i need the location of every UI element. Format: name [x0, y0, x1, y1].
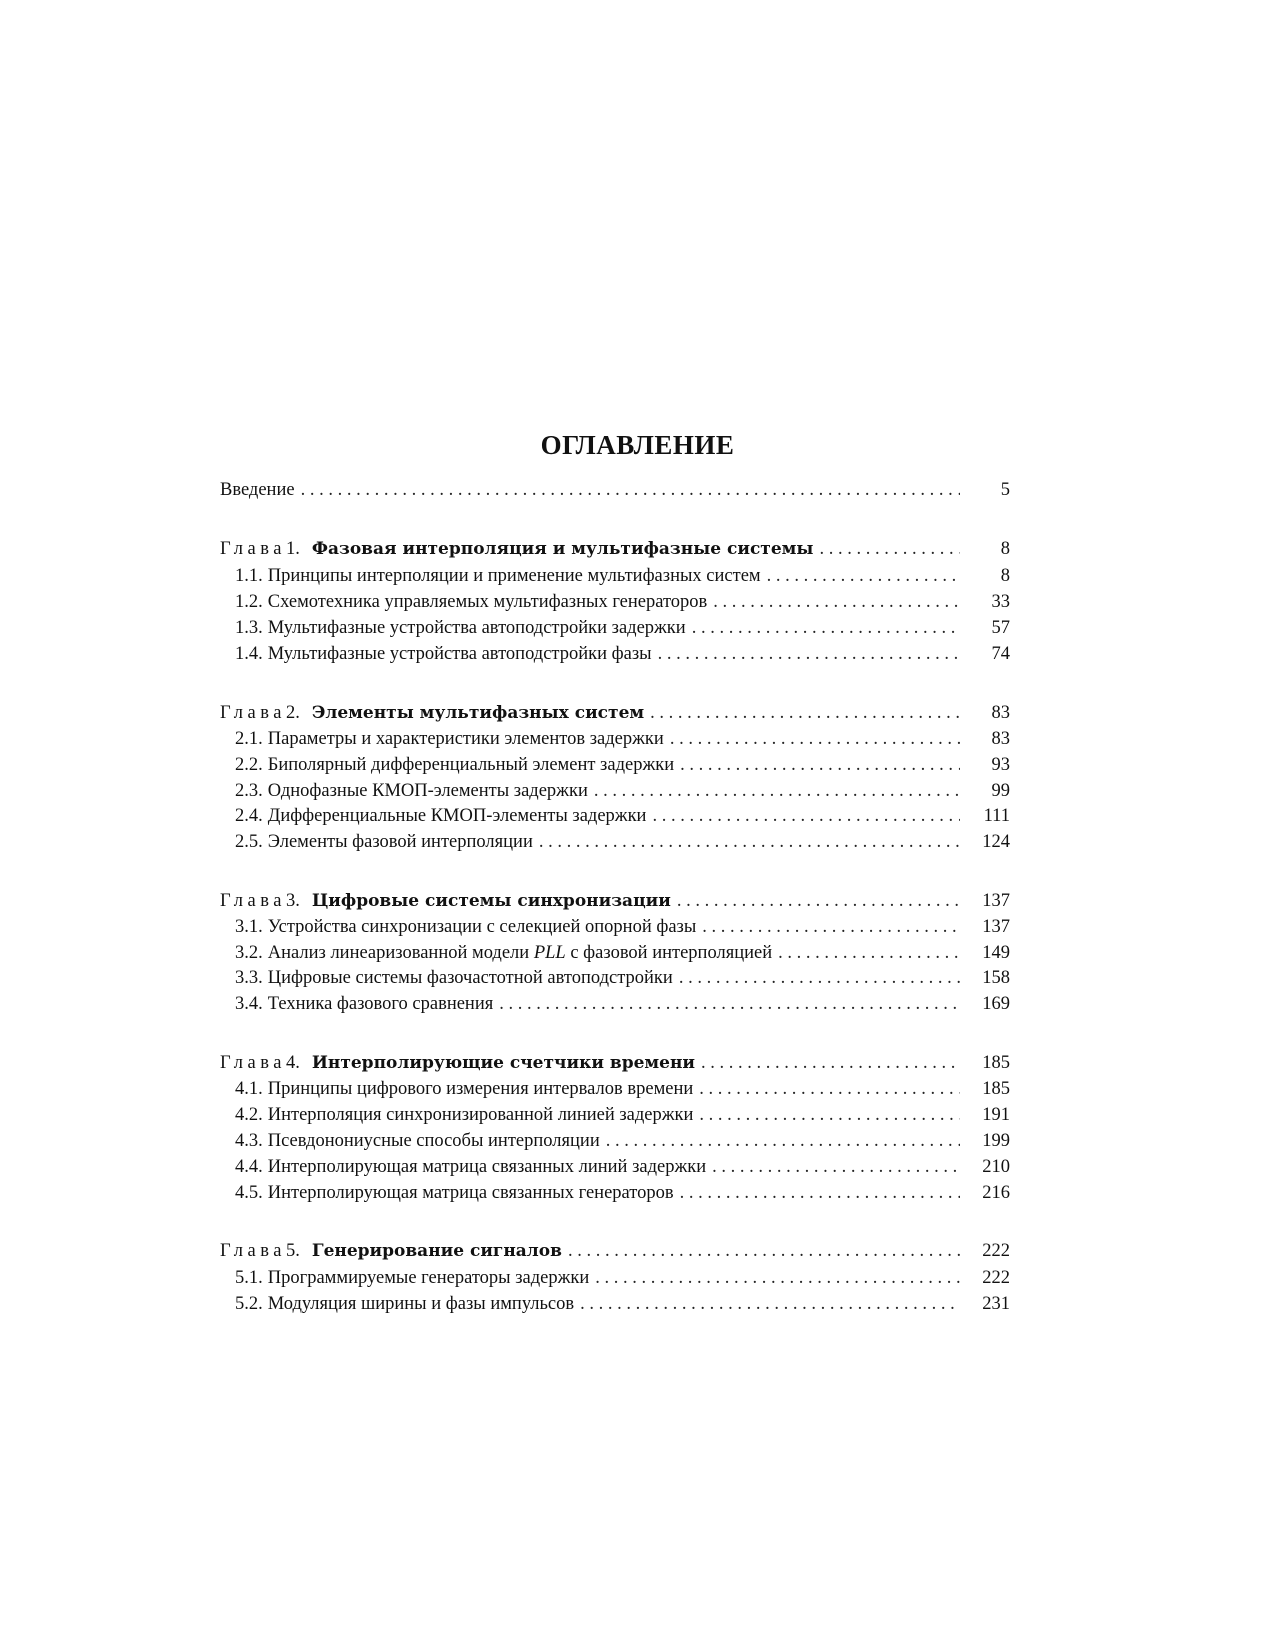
- dot-leader: [499, 991, 960, 1017]
- page-number: 93: [991, 755, 1010, 775]
- section-number: 3.3.: [235, 968, 263, 988]
- toc-entry-introduction[interactable]: [220, 477, 1010, 503]
- page-number: 99: [991, 781, 1010, 801]
- section-number: 2.4.: [235, 806, 263, 826]
- section-title: Мультифазные устройства автоподстройки задержки: [267, 618, 686, 638]
- toc-entry-section[interactable]: [220, 1076, 1010, 1102]
- section-number: 4.4.: [235, 1157, 263, 1177]
- toc-entry-section[interactable]: [220, 965, 1010, 991]
- toc-entry-section[interactable]: [220, 589, 1010, 615]
- chapter-label: Глава: [220, 891, 286, 911]
- page-number: 231: [982, 1294, 1010, 1314]
- chapter-title: Интерполирующие счетчики времени: [311, 1053, 696, 1073]
- page-number: 149: [982, 943, 1010, 963]
- toc-entry-section[interactable]: [220, 829, 1010, 855]
- section-number: 5.2.: [235, 1294, 263, 1314]
- section-number: 3.2.: [235, 943, 263, 963]
- section-title: Биполярный дифференциальный элемент задержки: [267, 755, 675, 775]
- toc-entry-section[interactable]: [220, 615, 1010, 641]
- dot-leader: [539, 829, 960, 855]
- section-title-emphasis: PLL: [533, 943, 566, 963]
- section-number: 4.3.: [235, 1131, 263, 1151]
- toc-entry-chapter-2[interactable]: [220, 700, 1010, 726]
- dot-leader: [680, 1180, 960, 1206]
- page-number: 210: [982, 1157, 1010, 1177]
- section-number: 2.5.: [235, 832, 263, 852]
- section-number: 4.1.: [235, 1079, 263, 1099]
- page-number: 5: [1000, 480, 1010, 500]
- toc-entry-chapter-3[interactable]: [220, 888, 1010, 914]
- toc-entry-section[interactable]: [220, 752, 1010, 778]
- section-title: Схемотехника управляемых мультифазных генераторов: [267, 592, 708, 612]
- chapter-title: Элементы мультифазных систем: [311, 703, 645, 723]
- section-title-part: Анализ линеаризованной модели: [267, 943, 534, 963]
- toc-entry-section[interactable]: [220, 1291, 1010, 1317]
- section-title: Параметры и характеристики элементов задержки: [267, 729, 664, 749]
- section-number: 1.1.: [235, 566, 263, 586]
- dot-leader: [580, 1291, 960, 1317]
- page-number: 8: [1000, 539, 1010, 559]
- page-number: 83: [991, 703, 1010, 723]
- page-number: 222: [982, 1241, 1010, 1261]
- section-number: 4.5.: [235, 1183, 263, 1203]
- section-title: Принципы интерполяции и применение мультифазных систем: [267, 566, 761, 586]
- section-title: [268, 940, 772, 966]
- chapter-label: Глава: [220, 703, 286, 723]
- page-number: 199: [982, 1131, 1010, 1151]
- section-title-part: с фазовой интерполяцией: [565, 943, 773, 963]
- dot-leader: [702, 914, 960, 940]
- dot-leader: [677, 888, 960, 914]
- toc-entry-chapter-4[interactable]: [220, 1050, 1010, 1076]
- section-title: Интерполирующая матрица связанных генераторов: [267, 1183, 674, 1203]
- chapter-title: Генерирование сигналов: [311, 1241, 562, 1261]
- section-number: 1.4.: [235, 644, 263, 664]
- toc-entry-chapter-5[interactable]: [220, 1238, 1010, 1264]
- page-number: 137: [982, 917, 1010, 937]
- dot-leader: [680, 752, 960, 778]
- dot-leader: [679, 965, 960, 991]
- page-number: 185: [982, 1079, 1010, 1099]
- toc-entry-section[interactable]: [220, 1180, 1010, 1206]
- section-title: Интерполяция синхронизированной линией задержки: [267, 1105, 694, 1125]
- section-number: 2.1.: [235, 729, 263, 749]
- chapter-title: Фазовая интерполяция и мультифазные системы: [311, 539, 814, 559]
- chapter-number: 5.: [285, 1241, 300, 1261]
- page-title: ОГЛАВЛЕНИЕ: [540, 430, 735, 460]
- section-number: 3.1.: [235, 917, 263, 937]
- chapter-label: Глава: [220, 1053, 286, 1073]
- toc-entry-section[interactable]: [220, 1102, 1010, 1128]
- dot-leader: [606, 1128, 960, 1154]
- page-number: 57: [991, 618, 1010, 638]
- page-number: 185: [982, 1053, 1010, 1073]
- page-number: 216: [982, 1183, 1010, 1203]
- dot-leader: [594, 778, 960, 804]
- dot-leader: [699, 1102, 960, 1128]
- dot-leader: [652, 803, 960, 829]
- page-number: 191: [982, 1105, 1010, 1125]
- dot-leader: [767, 563, 960, 589]
- section-number: 2.3.: [235, 781, 263, 801]
- section-number: 2.2.: [235, 755, 263, 775]
- section-title: Модуляция ширины и фазы импульсов: [267, 1294, 575, 1314]
- page-number: 8: [1000, 566, 1010, 586]
- dot-leader: [670, 726, 960, 752]
- dot-leader: [712, 1154, 960, 1180]
- section-number: 5.1.: [235, 1268, 263, 1288]
- toc-entry-section[interactable]: [220, 726, 1010, 752]
- section-title: Элементы фазовой интерполяции: [267, 832, 533, 852]
- section-title: Мультифазные устройства автоподстройки фазы: [267, 644, 652, 664]
- dot-leader: [658, 641, 960, 667]
- chapter-label: Глава: [220, 539, 286, 559]
- toc-entry-section[interactable]: [220, 1265, 1010, 1291]
- toc-entry-section[interactable]: [220, 914, 1010, 940]
- section-number: 1.3.: [235, 618, 263, 638]
- section-title: Программируемые генераторы задержки: [267, 1268, 590, 1288]
- toc-entry-section[interactable]: [220, 940, 1010, 966]
- toc-entry-section[interactable]: [220, 1154, 1010, 1180]
- section-number: 1.2.: [235, 592, 263, 612]
- toc-entry-chapter-1[interactable]: [220, 536, 1010, 562]
- page-number: 33: [991, 592, 1010, 612]
- section-title: Цифровые системы фазочастотной автоподстройки: [267, 968, 673, 988]
- chapter-label: Глава: [220, 1241, 286, 1261]
- dot-leader: [595, 1265, 960, 1291]
- chapter-number: 4.: [285, 1053, 300, 1073]
- page-number: 169: [982, 994, 1010, 1014]
- dot-leader: [692, 615, 960, 641]
- dot-leader: [701, 1050, 960, 1076]
- toc-entry-section[interactable]: [220, 803, 1010, 829]
- dot-leader: [699, 1076, 960, 1102]
- chapter-number: 1.: [285, 539, 300, 559]
- toc-entry-section[interactable]: [220, 641, 1010, 667]
- section-number: 4.2.: [235, 1105, 263, 1125]
- page-number: 83: [991, 729, 1010, 749]
- page-number: 124: [982, 832, 1010, 852]
- chapter-title: Цифровые системы синхронизации: [311, 891, 671, 911]
- dot-leader: [650, 700, 960, 726]
- dot-leader: [301, 477, 960, 503]
- chapter-number: 2.: [285, 703, 300, 723]
- page-number: 74: [991, 644, 1010, 664]
- chapter-number: 3.: [285, 891, 300, 911]
- page-number: 137: [982, 891, 1010, 911]
- entry-title: Введение: [220, 480, 295, 500]
- section-title: Техника фазового сравнения: [267, 994, 494, 1014]
- dot-leader: [778, 940, 960, 966]
- section-title: Псевдонониусные способы интерполяции: [267, 1131, 600, 1151]
- section-title: Однофазные КМОП-элементы задержки: [267, 781, 588, 801]
- toc-entry-section[interactable]: [220, 563, 1010, 589]
- toc-entry-section[interactable]: [220, 1128, 1010, 1154]
- dot-leader: [713, 589, 960, 615]
- dot-leader: [568, 1238, 960, 1264]
- section-title: Интерполирующая матрица связанных линий задержки: [267, 1157, 707, 1177]
- section-number: 3.4.: [235, 994, 263, 1014]
- section-title: Принципы цифрового измерения интервалов времени: [267, 1079, 694, 1099]
- section-title: Дифференциальные КМОП-элементы задержки: [267, 806, 647, 826]
- toc-entry-section[interactable]: [220, 991, 1010, 1017]
- toc-entry-section[interactable]: [220, 778, 1010, 804]
- dot-leader: [819, 536, 960, 562]
- page-number: 222: [982, 1268, 1010, 1288]
- section-title: Устройства синхронизации с селекцией опорной фазы: [267, 917, 697, 937]
- page-number: 111: [983, 806, 1010, 826]
- page-number: 158: [982, 968, 1010, 988]
